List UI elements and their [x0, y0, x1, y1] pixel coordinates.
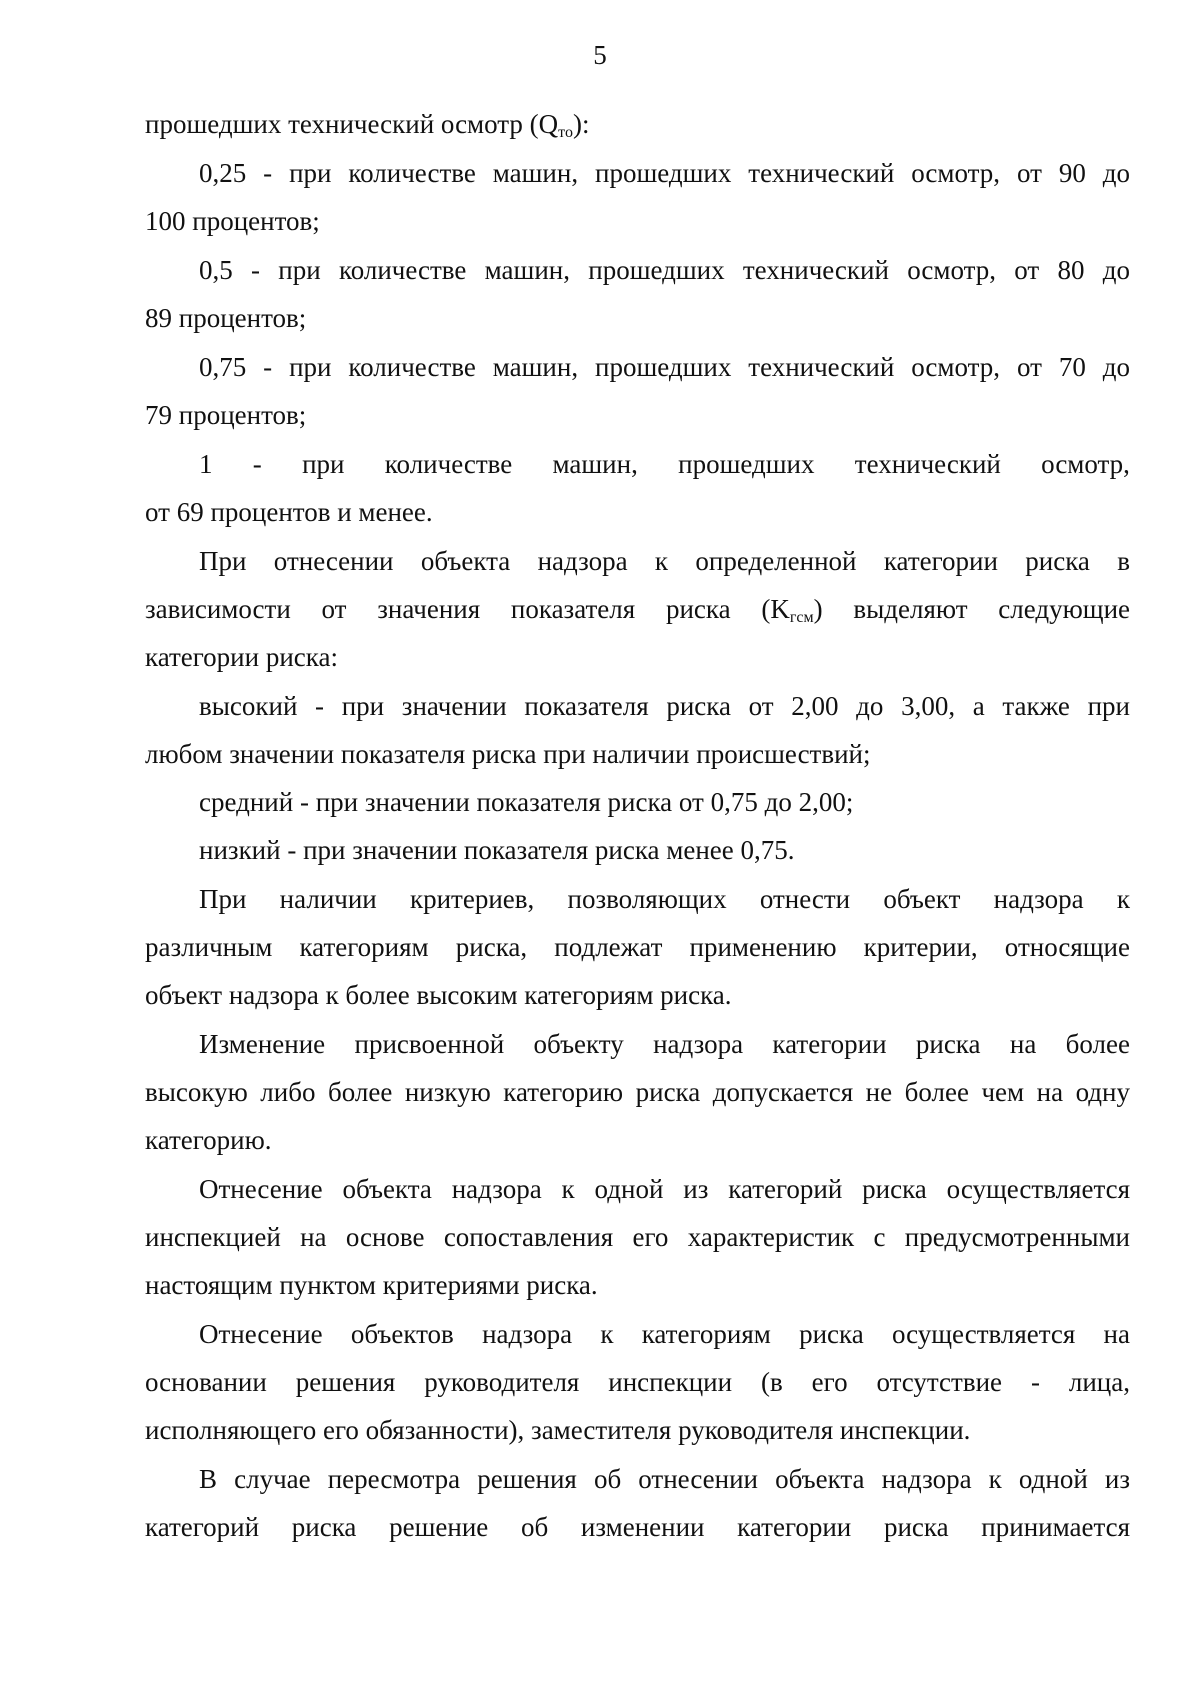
paragraph-criteria — [145, 875, 1130, 1019]
text-segment: ) выделяют следующие — [813, 594, 1131, 624]
subscript: то — [558, 124, 573, 141]
paragraph-decision — [145, 1310, 1130, 1454]
text-line: инспекцией на основе сопоставления его характеристик с предусмотренными — [145, 1222, 1130, 1252]
text-line: При отнесении объекта надзора к определенной категории риска в — [199, 546, 1130, 576]
paragraph-change — [145, 1020, 1130, 1164]
text-line: высокий - при значении показателя риска от 2,00 до 3,00, а также при — [199, 691, 1130, 721]
text-line: При наличии критериев, позволяющих отнести объект надзора к — [199, 884, 1130, 914]
text-line: 79 процентов; — [145, 400, 307, 430]
list-item-1 — [145, 440, 1130, 536]
text-line: 0,75 - при количестве машин, прошедших технический осмотр, от 70 до — [199, 352, 1130, 382]
paragraph-categories — [145, 537, 1130, 681]
text-line: Отнесение объектов надзора к категориям риска осуществляется на — [199, 1319, 1130, 1349]
text-segment: ): — [572, 109, 590, 139]
word: 1 — [199, 449, 213, 479]
document-body — [145, 100, 1130, 1551]
text-line-spread — [145, 440, 1130, 488]
text-line: основании решения руководителя инспекции (в его отсутствие - лица, — [145, 1367, 1130, 1397]
text-line: любом значении показателя риска при наличии происшествий; — [145, 739, 871, 769]
text-line: категорий риска решение об изменении категории риска принимается — [145, 1512, 1130, 1542]
paragraph-assignment — [145, 1165, 1130, 1309]
paragraph-low: низкий - при значении показателя риска менее 0,75. — [199, 835, 795, 865]
paragraph-high — [145, 682, 1130, 778]
text-segment: зависимости от значения показателя риска (K — [145, 594, 790, 624]
paragraph-review — [145, 1455, 1130, 1551]
text-line: настоящим пунктом критериями риска. — [145, 1270, 598, 1300]
list-item-075 — [145, 343, 1130, 439]
word: при — [302, 449, 345, 479]
word: прошедших — [678, 449, 815, 479]
text-line: исполняющего его обязанности), заместителя руководителя инспекции. — [145, 1415, 971, 1445]
word: осмотр, — [1041, 449, 1130, 479]
word: машин, — [552, 449, 638, 479]
text-line: Изменение присвоенной объекту надзора категории риска на более — [199, 1029, 1130, 1059]
word: технический — [854, 449, 1001, 479]
text-line: В случае пересмотра решения об отнесении объекта надзора к одной из — [199, 1464, 1130, 1494]
text-line — [145, 585, 1130, 633]
text-line: различным категориям риска, подлежат применению критерии, относящие — [145, 932, 1130, 962]
word: - — [252, 449, 262, 479]
paragraph-intro — [145, 100, 1130, 148]
subscript: гсм — [789, 609, 814, 626]
text-line: Отнесение объекта надзора к одной из категорий риска осуществляется — [199, 1174, 1130, 1204]
list-item-05 — [145, 246, 1130, 342]
text-line: 100 процентов; — [145, 206, 320, 236]
text-line: 89 процентов; — [145, 303, 307, 333]
text-line: объект надзора к более высоким категориям риска. — [145, 980, 732, 1010]
text-line: от 69 процентов и менее. — [145, 497, 433, 527]
page-number: 5 — [593, 40, 607, 70]
text-line: 0,25 - при количестве машин, прошедших технический осмотр, от 90 до — [199, 158, 1130, 188]
text-line: категорию. — [145, 1125, 272, 1155]
text-segment: прошедших технический осмотр (Q — [145, 109, 559, 139]
word: количестве — [384, 449, 513, 479]
text-line: 0,5 - при количестве машин, прошедших технический осмотр, от 80 до — [199, 255, 1130, 285]
text-line: высокую либо более низкую категорию риска допускается не более чем на одну — [145, 1077, 1130, 1107]
list-item-025 — [145, 149, 1130, 245]
paragraph-medium: средний - при значении показателя риска от 0,75 до 2,00; — [199, 787, 854, 817]
text-line: категории риска: — [145, 642, 338, 672]
